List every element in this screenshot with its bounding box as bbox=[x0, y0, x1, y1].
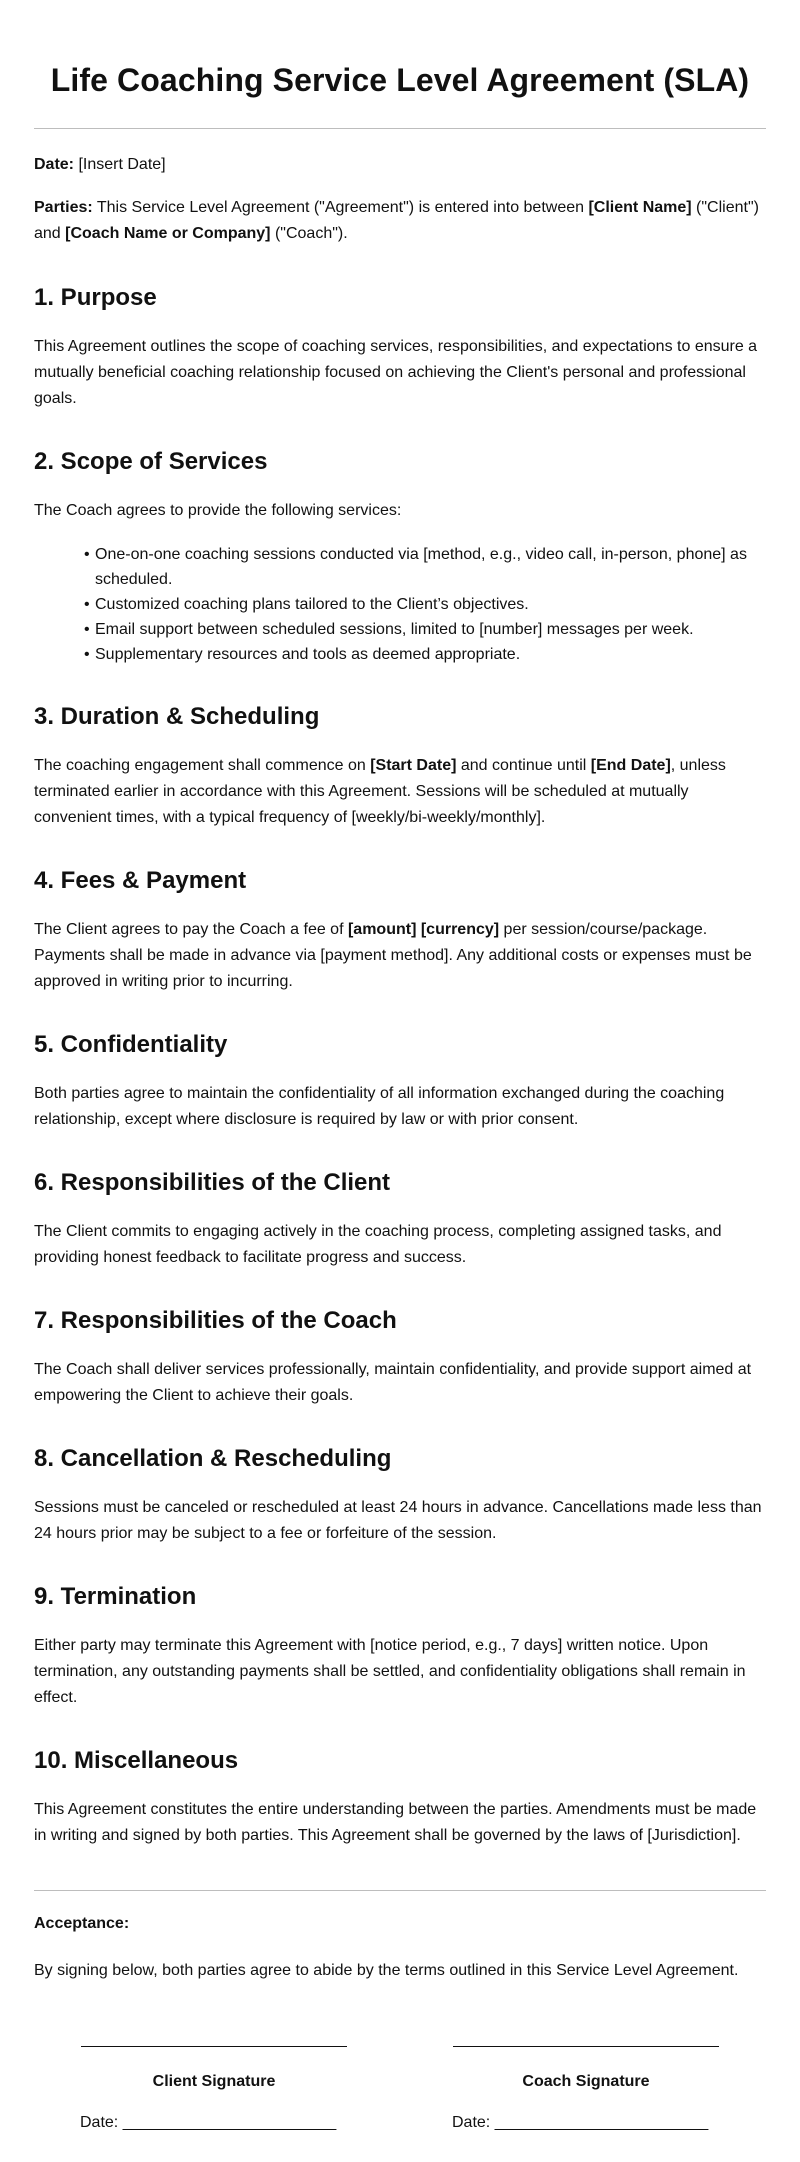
section-body bbox=[34, 753, 766, 831]
section-heading: 8. Cancellation & Rescheduling bbox=[34, 1445, 392, 1472]
section-coach-responsibilities bbox=[34, 1306, 766, 1409]
date-value: [Insert Date] bbox=[74, 156, 166, 173]
section-termination bbox=[34, 1582, 766, 1711]
section-client-responsibilities bbox=[34, 1168, 766, 1271]
section-scope bbox=[34, 447, 766, 667]
parties-text: ("Coach"). bbox=[270, 225, 348, 242]
section-miscellaneous bbox=[34, 1746, 766, 1849]
amount-placeholder: [amount] [currency] bbox=[347, 921, 500, 938]
list-item: • Email support between scheduled sessions, limited to [number] messages per week. bbox=[94, 617, 766, 642]
body-text: The Client agrees to pay the Coach a fee of bbox=[34, 921, 348, 938]
client-signature-title: Client Signature bbox=[152, 2073, 276, 2090]
section-heading: 5. Confidentiality bbox=[34, 1031, 228, 1058]
section-body: This Agreement constitutes the entire understanding between the parties. Amendments must be made in writing and signed by both parties. This Agreement shall be governed by the laws of [Jurisdiction]. bbox=[34, 1801, 757, 1844]
section-heading: 1. Purpose bbox=[34, 284, 157, 311]
coach-signature-line[interactable] bbox=[453, 2046, 719, 2047]
section-body: Either party may terminate this Agreement with [notice period, e.g., 7 days] written notice. Upon termination, any outstanding payments shall be settled, and confidentiality obligations shall remain in effect. bbox=[34, 1637, 746, 1706]
section-intro: The Coach agrees to provide the following services: bbox=[34, 502, 402, 519]
body-text: and continue until bbox=[456, 757, 591, 774]
section-body: Sessions must be canceled or rescheduled at least 24 hours in advance. Cancellations made less than 24 hours prior may be subject to a fee or forfeiture of the session. bbox=[34, 1499, 762, 1542]
section-heading: 3. Duration & Scheduling bbox=[34, 703, 320, 730]
section-fees bbox=[34, 866, 766, 995]
coach-signature-block bbox=[406, 2046, 766, 2134]
services-list bbox=[34, 542, 766, 667]
body-text: The coaching engagement shall commence on bbox=[34, 757, 371, 774]
section-body: The Coach shall deliver services professionally, maintain confidentiality, and provide support aimed at empowering the Client to achieve their goals. bbox=[34, 1361, 752, 1404]
body-text: per session/course/package. Payments shall be made in advance via [payment method]. Any additional costs or expenses must be approved in writing prior to incurring. bbox=[34, 921, 752, 990]
title-divider bbox=[34, 128, 766, 129]
section-body: The Client commits to engaging actively in the coaching process, completing assigned tasks, and providing honest feedback to facilitate progress and success. bbox=[34, 1223, 722, 1266]
sections bbox=[34, 283, 766, 1849]
body-text: , unless terminated earlier in accordance with this Agreement. Sessions will be scheduled at mutually convenient times, with a typical frequency of [weekly/bi-weekly/monthly]. bbox=[34, 757, 726, 826]
acceptance-divider bbox=[34, 1890, 766, 1891]
client-name-placeholder: [Client Name] bbox=[588, 199, 692, 216]
client-signature-block bbox=[34, 2046, 394, 2134]
list-item: • Supplementary resources and tools as deemed appropriate. bbox=[94, 642, 766, 667]
section-body bbox=[34, 917, 766, 995]
section-cancellation bbox=[34, 1444, 766, 1547]
coach-name-placeholder: [Coach Name or Company] bbox=[65, 225, 271, 242]
end-date-placeholder: [End Date] bbox=[590, 757, 671, 774]
section-heading: 10. Miscellaneous bbox=[34, 1747, 239, 1774]
parties-text: This Service Level Agreement ("Agreement") is entered into between bbox=[92, 199, 589, 216]
section-confidentiality bbox=[34, 1030, 766, 1133]
date-label: Date: bbox=[34, 156, 75, 173]
parties-paragraph bbox=[34, 195, 766, 247]
client-signature-line[interactable] bbox=[81, 2046, 347, 2047]
list-item: • Customized coaching plans tailored to the Client’s objectives. bbox=[94, 592, 766, 617]
parties-text: ("Client") and bbox=[34, 199, 759, 242]
list-item: • One-on-one coaching sessions conducted via [method, e.g., video call, in-person, phone] as scheduled. bbox=[94, 542, 766, 592]
signature-area bbox=[34, 2046, 766, 2134]
section-purpose bbox=[34, 283, 766, 412]
section-body: This Agreement outlines the scope of coaching services, responsibilities, and expectations to ensure a mutually beneficial coaching relationship focused on achieving the Client's personal and professional goals. bbox=[34, 338, 758, 407]
section-duration bbox=[34, 702, 766, 831]
section-heading: 6. Responsibilities of the Client bbox=[34, 1169, 391, 1196]
acceptance-label: Acceptance: bbox=[34, 1915, 130, 1932]
start-date-placeholder: [Start Date] bbox=[370, 757, 457, 774]
section-body: Both parties agree to maintain the confidentiality of all information exchanged during the coaching relationship, except where disclosure is required by law or with prior consent. bbox=[34, 1085, 725, 1128]
coach-signature-date[interactable]: Date: ________________________ bbox=[452, 2114, 709, 2131]
section-heading: 2. Scope of Services bbox=[34, 448, 268, 475]
section-heading: 9. Termination bbox=[34, 1583, 197, 1610]
section-heading: 4. Fees & Payment bbox=[34, 867, 247, 894]
coach-signature-title: Coach Signature bbox=[522, 2073, 650, 2090]
parties-label: Parties: bbox=[34, 199, 93, 216]
section-heading: 7. Responsibilities of the Coach bbox=[34, 1307, 397, 1334]
document-title: Life Coaching Service Level Agreement (SLA) bbox=[50, 62, 750, 98]
acceptance-text: By signing below, both parties agree to abide by the terms outlined in this Service Level Agreement. bbox=[34, 1962, 739, 1979]
date-line bbox=[34, 152, 766, 178]
client-signature-date[interactable]: Date: ________________________ bbox=[80, 2114, 337, 2131]
